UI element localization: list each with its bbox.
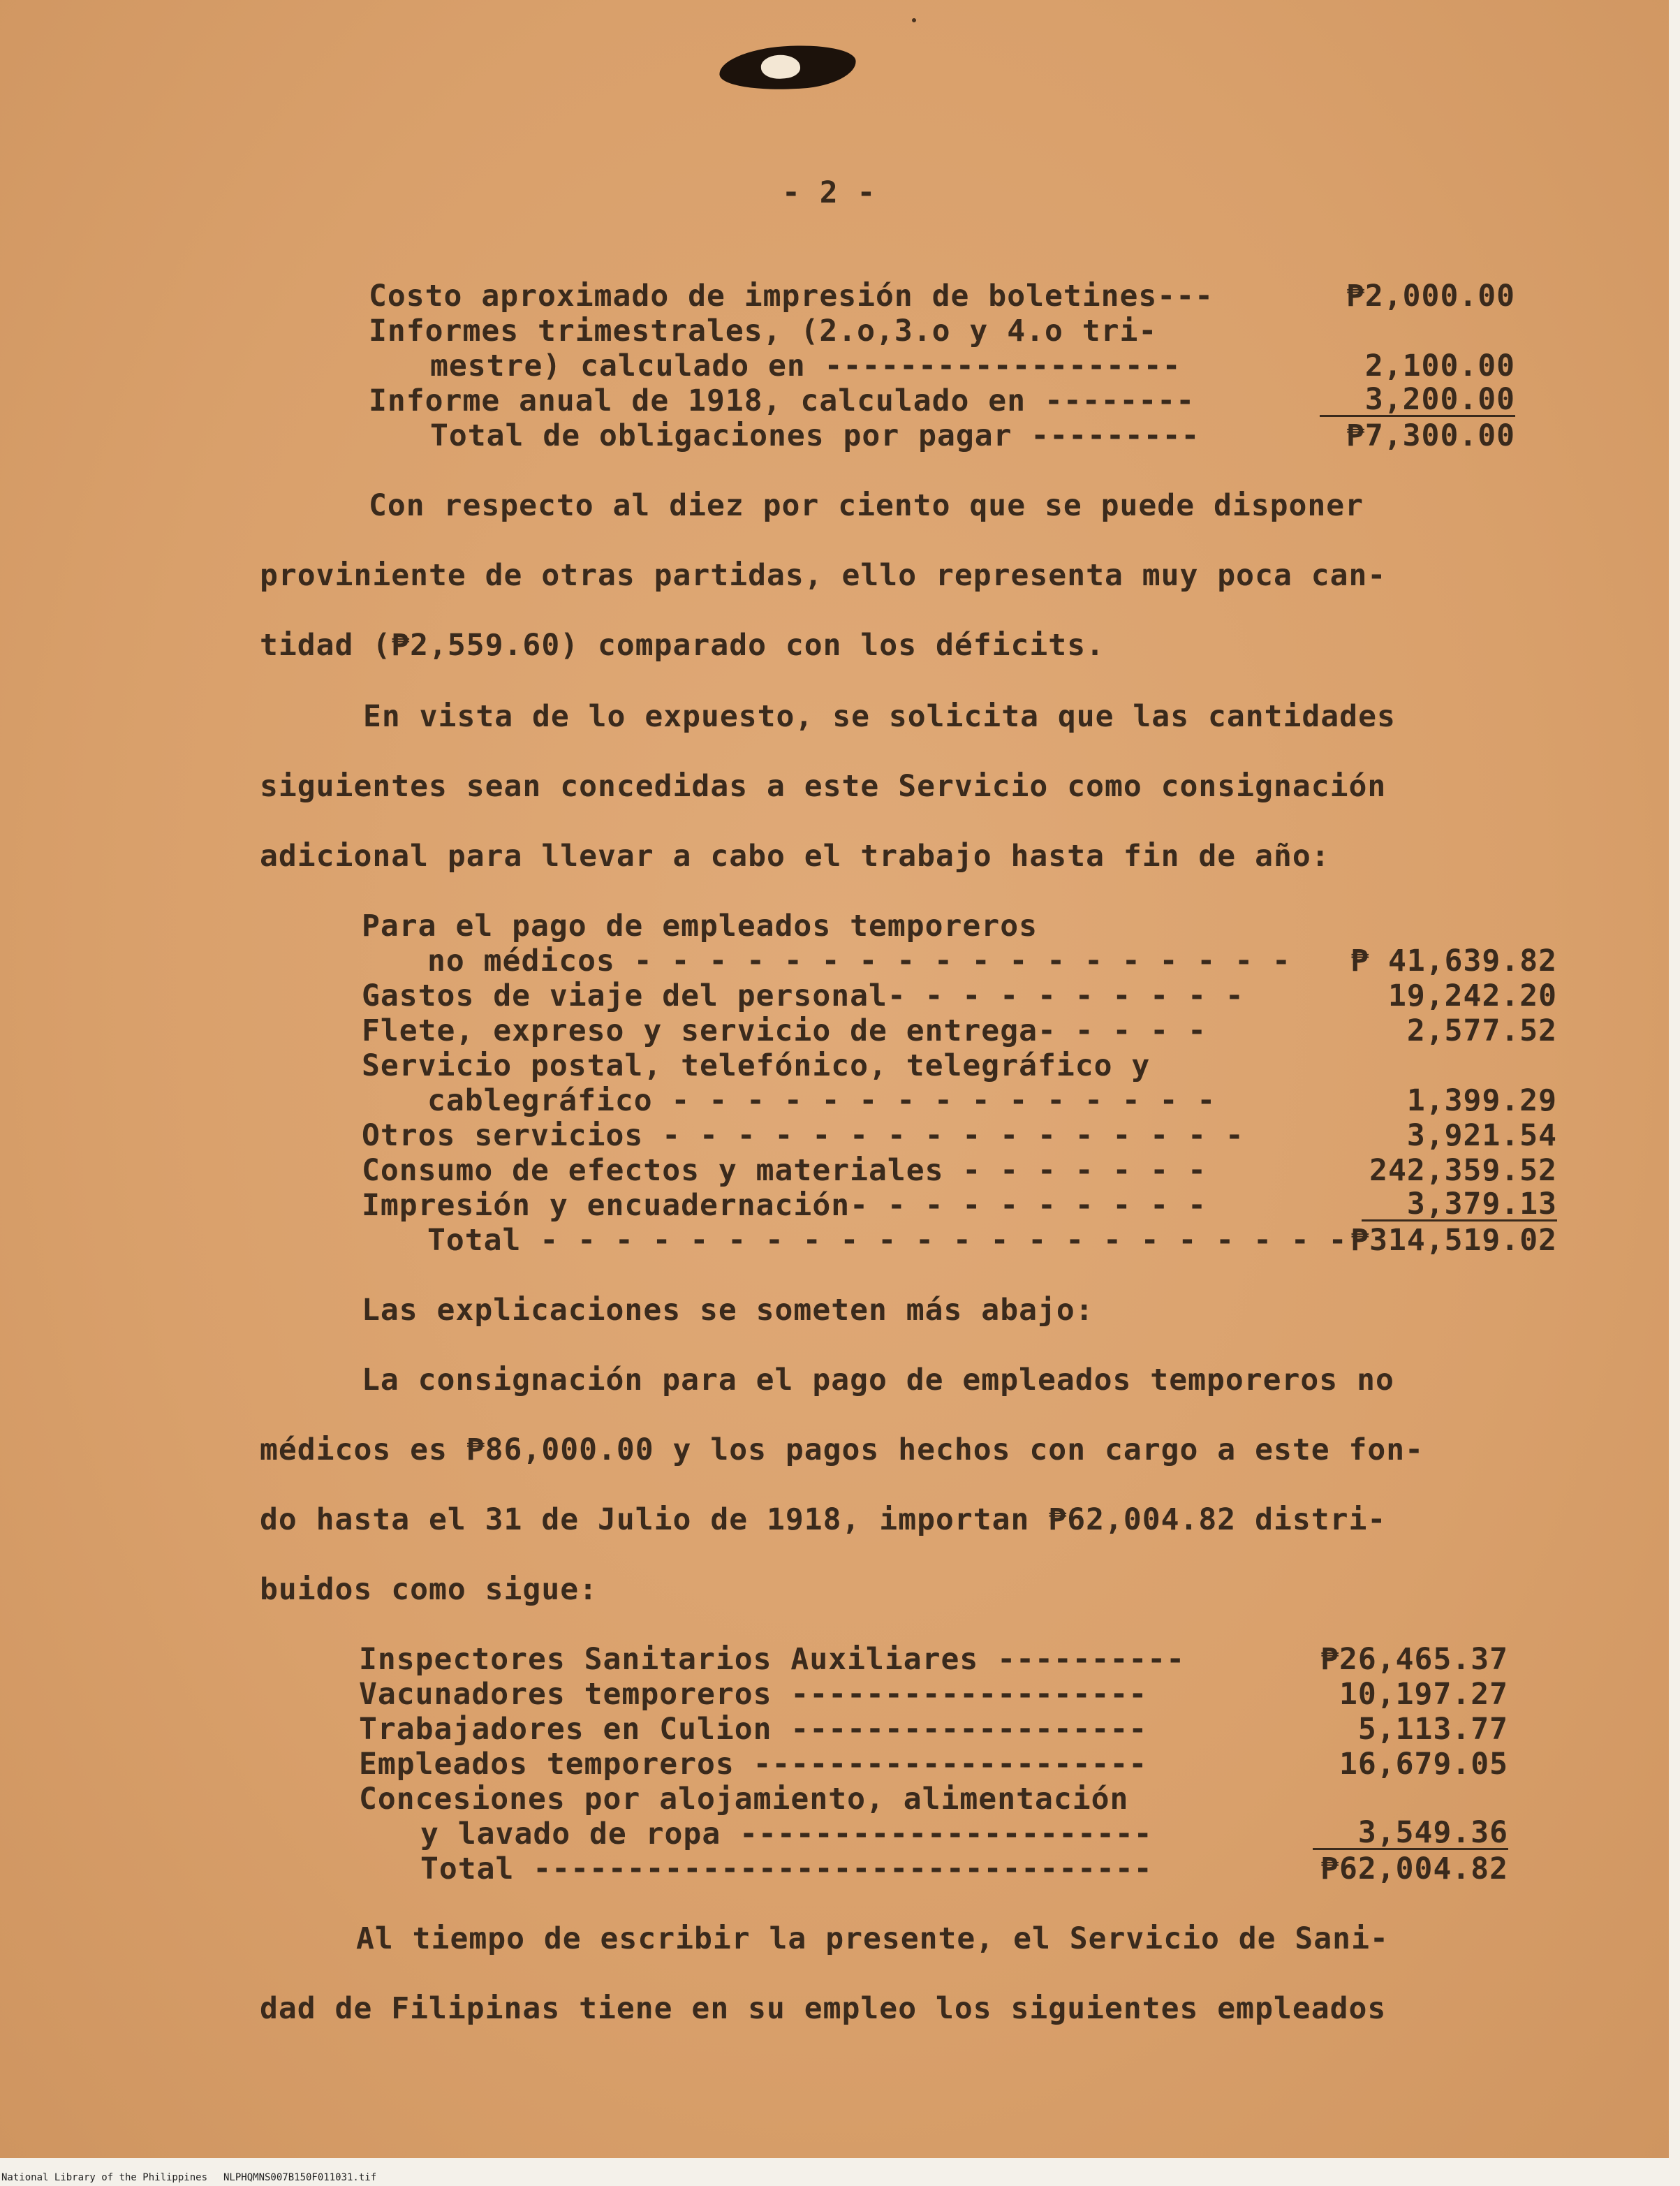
- paragraph-line: adicional para llevar a cabo el trabajo hasta fin de año:: [260, 839, 1330, 874]
- table2-row-label: Flete, expreso y servicio de entrega- - - - -: [362, 1013, 1207, 1048]
- paragraph-line: do hasta el 31 de Julio de 1918, importan ₱62,004.82 distri-: [260, 1502, 1387, 1537]
- table3-row-label: Concesiones por alojamiento, alimentación: [359, 1782, 1129, 1817]
- table2-row-label: Para el pago de empleados temporeros: [362, 909, 1038, 944]
- table2-row-amount: 242,359.52: [1369, 1153, 1557, 1188]
- table3-row-label: Empleados temporeros ---------------------: [359, 1747, 1148, 1782]
- ink-dot: [912, 18, 916, 22]
- table3-row-amount: 3,549.36: [1313, 1817, 1508, 1850]
- paragraph-line: Con respecto al diez por ciento que se puede disponer: [369, 488, 1364, 523]
- table2-row-amount: 3,379.13: [1362, 1189, 1557, 1222]
- table3-row-label: Trabajadores en Culion -------------------: [359, 1712, 1148, 1747]
- table3-row-label: Vacunadores temporeros -------------------: [359, 1677, 1148, 1712]
- table3-row-amount: ₱26,465.37: [1320, 1642, 1508, 1677]
- table2-total-amount: ₱314,519.02: [1350, 1223, 1557, 1258]
- table1-row-amount: 3,200.00: [1320, 384, 1515, 417]
- table2-row-label: Servicio postal, telefónico, telegráfico y: [362, 1048, 1151, 1083]
- table2-row-label: Otros servicios - - - - - - - - - - - - - - - -: [362, 1118, 1244, 1153]
- table2-row-label: Consumo de efectos y materiales - - - - - - -: [362, 1153, 1207, 1188]
- table2-row-amount: ₱ 41,639.82: [1350, 944, 1557, 978]
- scan-footer: [0, 2158, 1680, 2186]
- paragraph-line: En vista de lo expuesto, se solicita que las cantidades: [363, 699, 1396, 734]
- paragraph-line: proviniente de otras partidas, ello representa muy poca can-: [260, 558, 1387, 593]
- paragraph-line: siguientes sean concedidas a este Servicio como consignación: [260, 769, 1387, 804]
- table2-row-label: cablegráfico - - - - - - - - - - - - - - -: [427, 1083, 1216, 1118]
- paragraph-line: buidos como sigue:: [260, 1572, 598, 1607]
- table1-row-amount: ₱2,000.00: [1346, 279, 1515, 314]
- table1-total-label: Total de obligaciones por pagar ---------: [430, 418, 1200, 453]
- table3-row-label: Inspectores Sanitarios Auxiliares ----------: [359, 1642, 1186, 1677]
- table1-row-amount: 2,100.00: [1364, 349, 1515, 383]
- table2-total-label: Total - - - - - - - - - - - - - - - - - - - - - -: [427, 1223, 1348, 1258]
- table2-row-amount: 2,577.52: [1406, 1013, 1557, 1048]
- table3-total-label: Total ---------------------------------: [420, 1851, 1153, 1886]
- table2-row-amount: 3,921.54: [1406, 1118, 1557, 1153]
- file-id: NLPHQMNS007B150F011031.tif: [223, 2172, 377, 2183]
- paragraph-line: médicos es ₱86,000.00 y los pagos hechos con cargo a este fon-: [260, 1432, 1424, 1467]
- paragraph-line: Al tiempo de escribir la presente, el Servicio de Sani-: [356, 1921, 1389, 1956]
- table3-row-amount: 10,197.27: [1339, 1677, 1508, 1712]
- table3-row-amount: 5,113.77: [1357, 1712, 1508, 1747]
- library-credit: National Library of the Philippines: [1, 2172, 208, 2183]
- page-number: - 2 -: [782, 175, 876, 210]
- table2-row-label: no médicos - - - - - - - - - - - - - - - - - -: [427, 944, 1291, 978]
- table3-total-amount: ₱62,004.82: [1320, 1851, 1508, 1886]
- paragraph-line: La consignación para el pago de empleados temporeros no: [362, 1363, 1394, 1398]
- paragraph-line: Las explicaciones se someten más abajo:: [362, 1293, 1094, 1328]
- table2-row-amount: 1,399.29: [1406, 1083, 1557, 1118]
- table2-row-label: Impresión y encuadernación- - - - - - - - - -: [362, 1188, 1207, 1223]
- table3-row-label: y lavado de ropa ----------------------: [420, 1817, 1153, 1851]
- paragraph-line: dad de Filipinas tiene en su empleo los siguientes empleados: [260, 1991, 1387, 2026]
- table3-row-amount: 16,679.05: [1339, 1747, 1508, 1782]
- table1-row-label: Costo aproximado de impresión de boletines---: [369, 279, 1214, 314]
- table1-total-amount: ₱7,300.00: [1346, 418, 1515, 453]
- table1-row-label: Informe anual de 1918, calculado en --------: [369, 383, 1195, 418]
- scan-margin: [1669, 0, 1680, 2186]
- table2-row-amount: 19,242.20: [1388, 978, 1557, 1013]
- table2-row-label: Gastos de viaje del personal- - - - - - - - - -: [362, 978, 1244, 1013]
- paragraph-line: tidad (₱2,559.60) comparado con los déficits.: [260, 628, 1105, 663]
- table1-row-label: Informes trimestrales, (2.o,3.o y 4.o tri-: [369, 314, 1158, 349]
- table1-row-label: mestre) calculado en -------------------: [430, 349, 1181, 383]
